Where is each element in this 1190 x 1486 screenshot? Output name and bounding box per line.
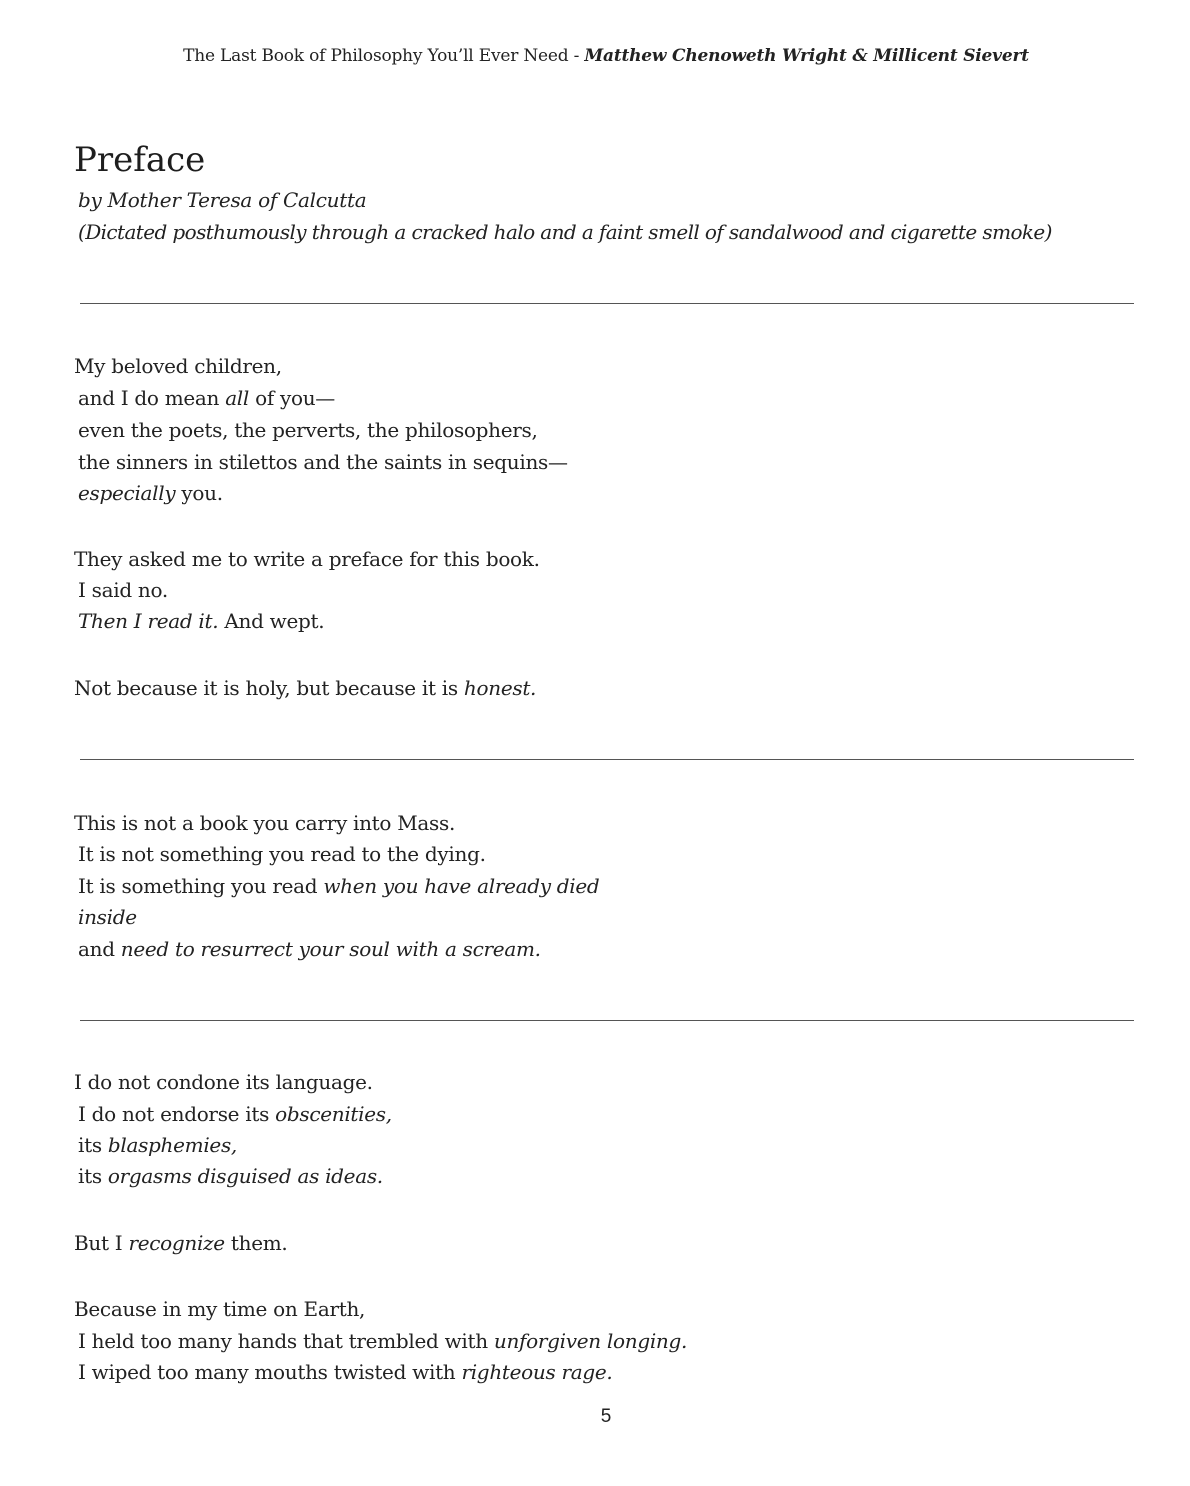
section-divider bbox=[80, 759, 1134, 760]
emphasis: unforgiven longing. bbox=[493, 1329, 688, 1353]
running-header bbox=[0, 46, 1190, 66]
text-run: I wiped too many mouths twisted with bbox=[78, 1360, 462, 1384]
text-run: I held too many hands that trembled with bbox=[78, 1329, 494, 1353]
byline: by Mother Teresa of Calcutta bbox=[78, 188, 367, 212]
text-line bbox=[74, 811, 455, 835]
text-run: They asked me to write a preface for this book. bbox=[74, 547, 540, 571]
text-line bbox=[74, 676, 536, 700]
emphasis: when you have already died bbox=[323, 874, 600, 898]
book-title: The Last Book of Philosophy You’ll Ever Need - bbox=[183, 46, 585, 66]
emphasis: obscenities, bbox=[275, 1102, 392, 1126]
text-run: its bbox=[78, 1133, 108, 1157]
emphasis: especially bbox=[78, 481, 176, 505]
page-number: 5 bbox=[600, 1406, 612, 1427]
page-title: Preface bbox=[74, 140, 206, 180]
text-run: But I bbox=[74, 1231, 129, 1255]
emphasis: righteous rage. bbox=[461, 1360, 613, 1384]
text-line bbox=[78, 450, 568, 474]
text-run: of you— bbox=[249, 386, 335, 410]
text-line bbox=[74, 354, 282, 378]
text-line bbox=[78, 1133, 237, 1157]
text-run: and bbox=[78, 937, 121, 961]
emphasis: blasphemies, bbox=[107, 1133, 237, 1157]
text-run: and I do mean bbox=[78, 386, 226, 410]
section-divider bbox=[80, 1020, 1134, 1021]
text-line bbox=[74, 1231, 287, 1255]
text-run: I do not condone its language. bbox=[74, 1070, 373, 1094]
text-run: And wept. bbox=[218, 609, 325, 633]
text-run: even the poets, the perverts, the philosophers, bbox=[78, 418, 538, 442]
text-line bbox=[78, 578, 168, 602]
text-run: My beloved children, bbox=[74, 354, 282, 378]
emphasis: need to resurrect your soul with a scream. bbox=[120, 937, 541, 961]
text-line bbox=[74, 547, 540, 571]
text-line bbox=[78, 1360, 613, 1384]
text-line bbox=[78, 1164, 383, 1188]
text-run: Not because it is holy, but because it is bbox=[74, 676, 464, 700]
text-line bbox=[78, 386, 335, 410]
text-run: This is not a book you carry into Mass. bbox=[74, 811, 455, 835]
emphasis: Then I read it. bbox=[78, 609, 219, 633]
text-run: I do not endorse its bbox=[78, 1102, 276, 1126]
text-run: I said no. bbox=[78, 578, 168, 602]
text-run: them. bbox=[224, 1231, 288, 1255]
text-line bbox=[78, 1102, 392, 1126]
section-divider bbox=[80, 303, 1134, 304]
text-line bbox=[78, 481, 223, 505]
text-line bbox=[78, 842, 486, 866]
text-run: its bbox=[78, 1164, 108, 1188]
emphasis: honest. bbox=[463, 676, 537, 700]
text-run: you. bbox=[175, 481, 223, 505]
authors: Matthew Chenoweth Wright & Millicent Sievert bbox=[584, 46, 1029, 66]
text-line bbox=[78, 418, 538, 442]
text-line bbox=[74, 1297, 365, 1321]
text-line bbox=[78, 874, 599, 898]
text-run: It is something you read bbox=[78, 874, 324, 898]
text-line bbox=[78, 937, 541, 961]
text-run: the sinners in stilettos and the saints in sequins— bbox=[78, 450, 568, 474]
text-line bbox=[78, 1329, 687, 1353]
text-run: Because in my time on Earth, bbox=[74, 1297, 366, 1321]
emphasis: inside bbox=[78, 905, 137, 929]
text-line bbox=[78, 905, 137, 929]
text-run: It is not something you read to the dying. bbox=[78, 842, 486, 866]
dictation-note: (Dictated posthumously through a cracked halo and a faint smell of sandalwood and cigarette smoke) bbox=[78, 220, 1052, 244]
text-line bbox=[74, 1070, 373, 1094]
text-line bbox=[78, 609, 324, 633]
emphasis: recognize bbox=[128, 1231, 225, 1255]
emphasis: orgasms disguised as ideas. bbox=[107, 1164, 383, 1188]
emphasis: all bbox=[225, 386, 250, 410]
